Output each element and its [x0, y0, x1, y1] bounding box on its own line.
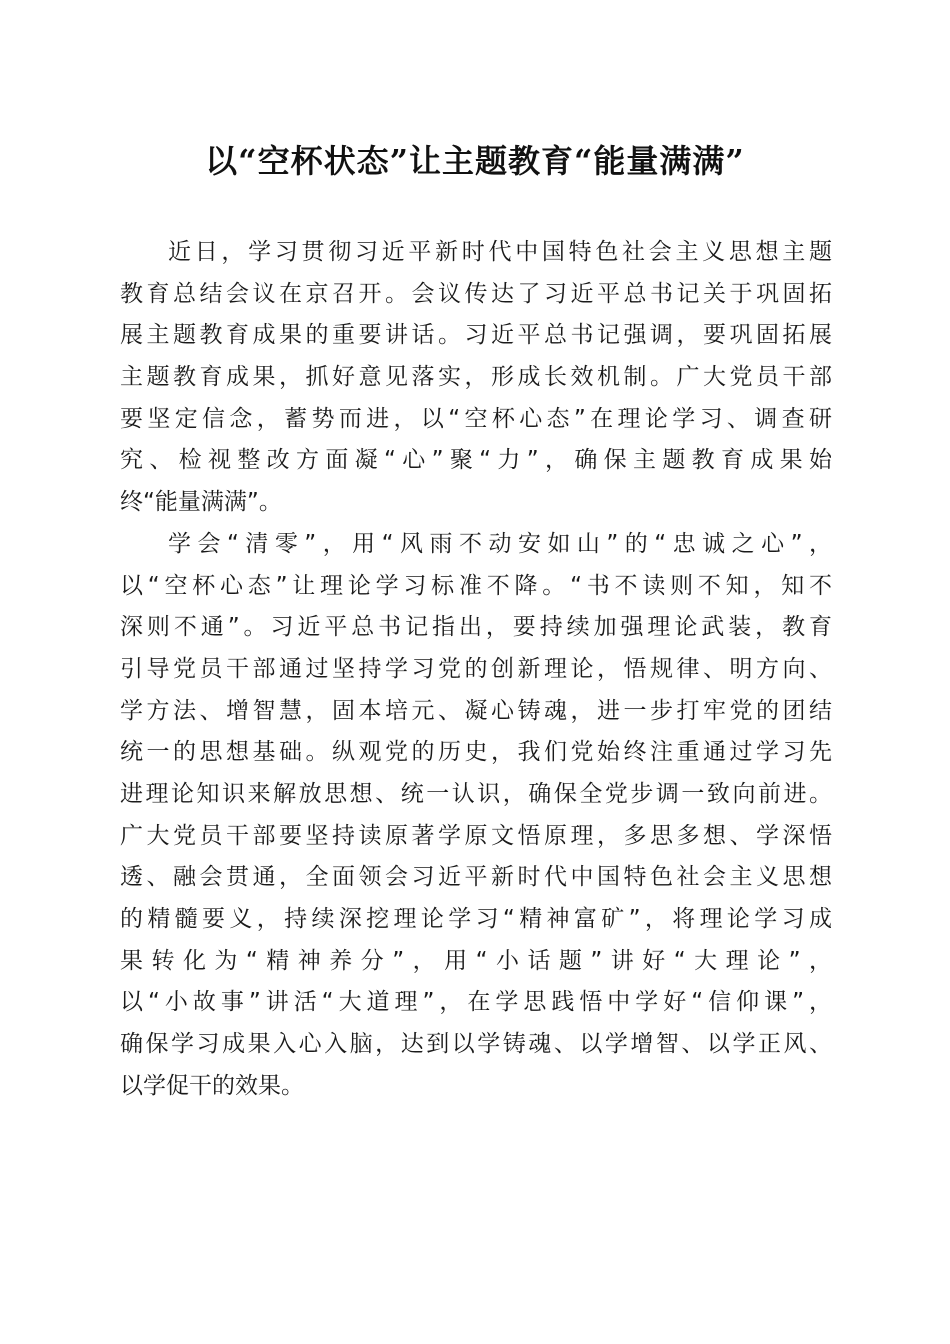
text-line: 学会“清零”，用“风雨不动安如山”的“忠诚之心”，	[168, 530, 832, 557]
text-line: 教育总结会议在京召开。会议传达了习近平总书记关于巩固拓	[120, 280, 832, 307]
text-line: 展主题教育成果的重要讲话。习近平总书记强调，要巩固拓展	[120, 322, 832, 349]
paragraph-1	[120, 232, 832, 524]
document-title: 以“空杯状态”让主题教育“能量满满”	[205, 142, 745, 180]
text-line: 究、检视整改方面凝“心”聚“力”，确保主题教育成果始	[120, 447, 832, 474]
text-line: 学方法、增智慧，固本培元、凝心铸魂，进一步打牢党的团结	[120, 697, 832, 724]
text-line: 确保学习成果入心入脑，达到以学铸魂、以学增智、以学正风、	[120, 1031, 832, 1058]
text-line: 要坚定信念，蓄势而进，以“空杯心态”在理论学习、调查研	[120, 405, 832, 432]
text-line: 统一的思想基础。纵观党的历史，我们党始终注重通过学习先	[120, 739, 832, 766]
text-line: 深则不通”。习近平总书记指出，要持续加强理论武装，教育	[120, 614, 832, 641]
paragraph-2	[120, 524, 832, 1108]
text-line: 以学促干的效果。	[120, 1072, 304, 1099]
text-line: 近日，学习贯彻习近平新时代中国特色社会主义思想主题	[168, 239, 832, 265]
text-line: 广大党员干部要坚持读原著学原文悟原理，多思多想、学深悟	[120, 822, 832, 849]
text-line: 主题教育成果，抓好意见落实，形成长效机制。广大党员干部	[120, 364, 832, 391]
document-body	[120, 232, 832, 1107]
text-line: 以“小故事”讲活“大道理”，在学思践悟中学好“信仰课”，	[120, 989, 832, 1016]
text-line: 透、融会贯通，全面领会习近平新时代中国特色社会主义思想	[120, 864, 832, 891]
text-line: 果转化为“精神养分”，用“小话题”讲好“大理论”，	[120, 947, 832, 974]
text-line: 的精髓要义，持续深挖理论学习“精神富矿”，将理论学习成	[120, 906, 832, 932]
text-line: 以“空杯心态”让理论学习标准不降。“书不读则不知，知不	[120, 572, 832, 599]
text-line: 终“能量满满”。	[120, 489, 282, 516]
text-line: 进理论知识来解放思想、统一认识，确保全党步调一致向前进。	[120, 780, 832, 807]
text-line: 引导党员干部通过坚持学习党的创新理论，悟规律、明方向、	[120, 655, 832, 682]
